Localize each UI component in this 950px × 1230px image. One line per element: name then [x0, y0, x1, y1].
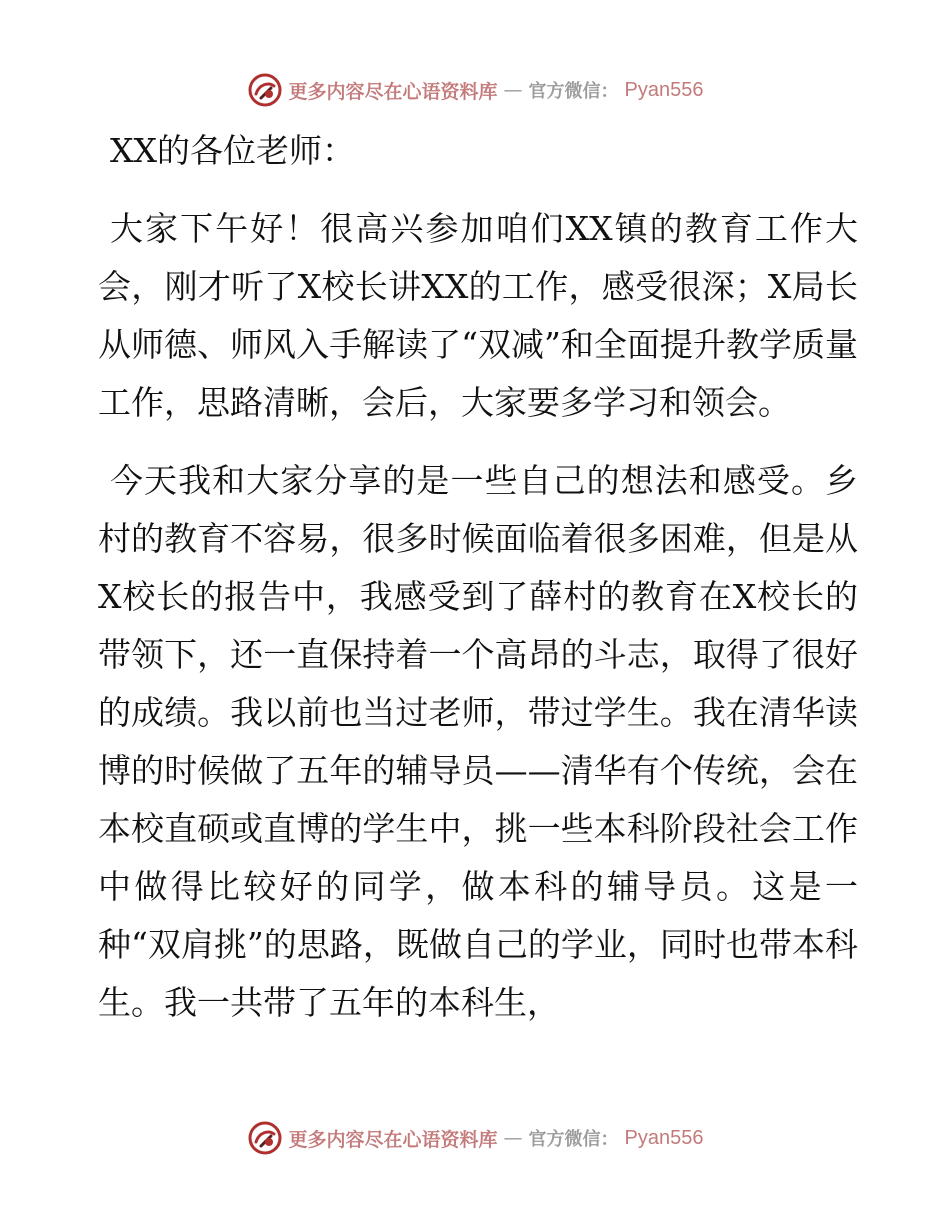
banner-wechat-id: Pyan556 — [624, 1126, 704, 1149]
paragraph-2: 今天我和大家分享的是一些自己的想法和感受。乡村的教育不容易，很多时候面临着很多困难，但是从X校长的报告中，我感受到了薛村的教育在X校长的带领下，还一直保持着一个高昂的斗志，取得了很好的成绩。我以前也当过老师，带过学生。我在清华读博的时候做了五年的辅导员——清华有个传统，会在本校直硕或直博的学生中，挑一些本科阶段社会工作中做得比较好的同学，做本科的辅导员。这是一种“双肩挑”的思路，既做自己的学业，同时也带本科生。我一共带了五年的本科生， — [98, 461, 858, 1022]
heart-pen-logo-icon — [247, 1120, 283, 1156]
header-banner — [0, 68, 950, 112]
salutation: XX的各位老师： — [110, 131, 355, 170]
footer-banner — [0, 1116, 950, 1160]
paragraph-1: 大家下午好！很高兴参加咱们XX镇的教育工作大会，刚才听了X校长讲XX的工作，感受很深；X局长从师德、师风入手解读了“双减”和全面提升教学质量工作，思路清晰，会后，大家要多学习和领会。 — [98, 209, 858, 422]
heart-pen-logo-icon — [247, 72, 283, 108]
banner-separator: — — [503, 79, 523, 101]
banner-label: 官方微信： — [528, 1129, 619, 1150]
banner-label: 官方微信： — [528, 81, 619, 102]
letter-body — [98, 122, 858, 1032]
banner-text: 更多内容尽在心语资料库 — [288, 80, 498, 103]
banner-wechat-id: Pyan556 — [624, 78, 704, 101]
banner-separator: — — [503, 1127, 523, 1149]
banner-text: 更多内容尽在心语资料库 — [288, 1128, 498, 1151]
